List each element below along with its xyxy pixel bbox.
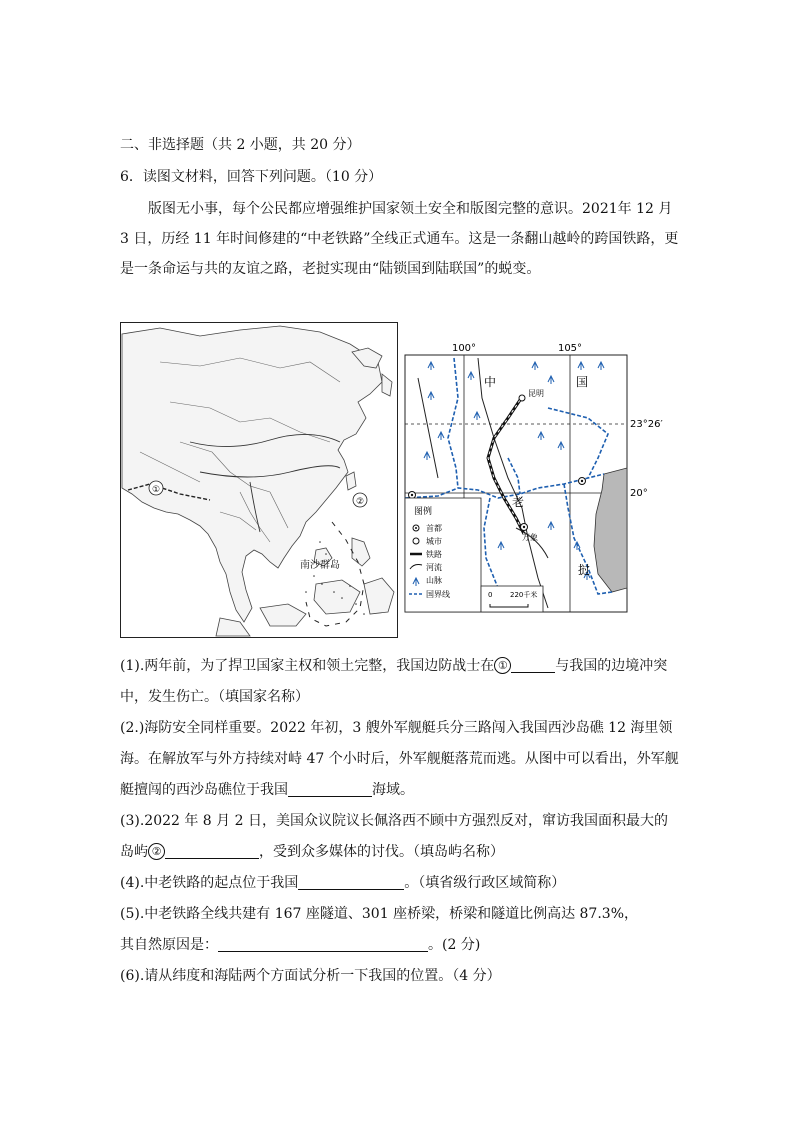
svg-text:铁路: 铁路 xyxy=(426,550,442,559)
svg-text:②: ② xyxy=(355,497,365,507)
svg-text:0: 0 xyxy=(488,591,493,599)
marker-1-ref: ① xyxy=(494,657,511,674)
label-zhong: 中 xyxy=(484,375,497,389)
svg-text:220千米: 220千米 xyxy=(510,591,538,599)
lat-tropic-label: 23°26′ xyxy=(630,419,663,430)
question-title: 6．读图文材料，回答下列问题。（10 分） xyxy=(120,169,383,185)
marker-2-ref: ② xyxy=(148,843,165,860)
label-nansha-islands: 南沙群岛 xyxy=(300,560,340,571)
sub-question-3: (3).2022 年 8 月 2 日，美国众议院议长佩洛西不顾中方强烈反对，窜访我国面积最大的岛屿 ② ，受到众多媒体的讨伐。（填岛屿名称） xyxy=(120,813,668,860)
svg-text:城市: 城市 xyxy=(426,537,442,546)
answer-blank-2[interactable] xyxy=(288,780,372,797)
sub-question-6: (6).请从纬度和海陆两个方面试分析一下我国的位置。（4 分） xyxy=(120,968,501,984)
svg-text:图例: 图例 xyxy=(414,507,433,517)
legend xyxy=(405,498,481,612)
sub-question-5: (5).中老铁路全线共建有 167 座隧道、301 座桥梁，桥梁和隧道比例高达 87.3%， 其自然原因是： 。(2 分) xyxy=(120,906,638,953)
svg-text:昆明: 昆明 xyxy=(528,389,544,398)
svg-text:山脉: 山脉 xyxy=(426,576,442,585)
question-passage: 版图无小事，每个公民都应增强维护国家领土安全和版图完整的意识。2021年 12 月 3 日，历经 11 年时间修建的“中老铁路”全线正式通车。这是一条翻山越岭的跨国铁路，更是一条命运与共的友谊之路，老挝实现由“陆锁国到陆联国”的蜕变。 xyxy=(120,201,679,277)
answer-blank-5[interactable] xyxy=(218,935,428,952)
lat-20-label: 20° xyxy=(630,488,648,499)
svg-text:万象: 万象 xyxy=(522,533,538,542)
asia-map-figure xyxy=(120,322,398,638)
label-guo: 国 xyxy=(576,375,589,389)
sub-question-1: (1).两年前，为了捍卫国家主权和领土完整，我国边防战士在 ① 与我国的边境冲突中，发生伤亡。（填国家名称） xyxy=(120,658,668,705)
answer-blank-4[interactable] xyxy=(298,873,404,890)
svg-text:①: ① xyxy=(151,485,161,495)
sub-question-2: (2.)海防安全同样重要。2022 年初，3 艘外军舰艇兵分三路闯入我国西沙岛礁 12 海里领海。在解放军与外方持续对峙 47 个小时后，外军舰艇落荒而逃。从图中可以看出，外军舰艇擅闯的西沙岛礁位于我国 海域。 xyxy=(120,720,679,798)
svg-text:首都: 首都 xyxy=(426,524,442,533)
label-wo: 挝 xyxy=(578,563,591,577)
scale-bar xyxy=(481,586,543,612)
marker-1 xyxy=(149,481,163,495)
lon-105-label: 105° xyxy=(557,343,583,354)
answer-blank-3[interactable] xyxy=(165,842,259,859)
section-title: 二、非选择题（共 2 小题，共 20 分） xyxy=(120,137,361,153)
svg-text:国界线: 国界线 xyxy=(426,590,450,599)
marker-2 xyxy=(353,493,367,507)
answer-blank-1[interactable] xyxy=(511,656,555,673)
label-lao: 老 xyxy=(512,495,525,509)
china-laos-railway-map xyxy=(398,338,663,616)
lon-100-label: 100° xyxy=(451,343,477,354)
svg-text:河流: 河流 xyxy=(426,563,442,572)
sub-question-4: (4).中老铁路的起点位于我国 。（填省级行政区域简称） xyxy=(120,875,566,891)
